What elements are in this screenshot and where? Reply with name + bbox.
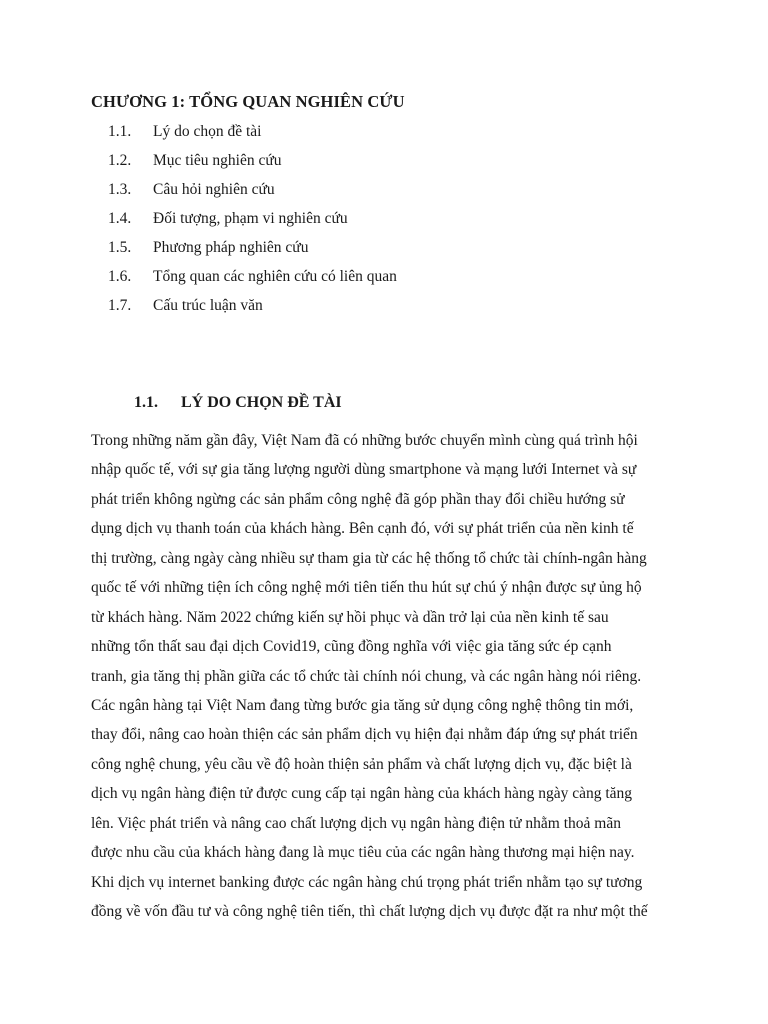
paragraph-line: được nhu cầu của khách hàng đang là mục tiêu của các ngân hàng thương mại hiện nay.: [91, 844, 635, 862]
chapter-title: CHƯƠNG 1: TỔNG QUAN NGHIÊN CỨU: [91, 92, 405, 111]
toc-item-number: 1.6.: [108, 268, 132, 285]
toc-item-number: 1.1.: [108, 123, 132, 140]
paragraph-line: Trong những năm gần đây, Việt Nam đã có những bước chuyển mình cùng quá trình hội: [91, 432, 638, 449]
paragraph-line: Khi dịch vụ internet banking được các ngân hàng chú trọng phát triển nhằm tạo sự tương: [91, 873, 643, 891]
toc-item: [108, 296, 397, 325]
toc-item-label: Phương pháp nghiên cứu: [153, 239, 309, 256]
paragraph-line: dụng dịch vụ thanh toán của khách hàng. Bên cạnh đó, với sự phát triển của nền kinh tế: [91, 520, 634, 538]
paragraph-line: phát triển không ngừng các sản phẩm công nghệ đã góp phần thay đổi chiều hướng sử: [91, 490, 625, 508]
toc-item-label: Câu hỏi nghiên cứu: [153, 181, 275, 198]
body-paragraph: [91, 430, 691, 930]
paragraph-line: công nghệ chung, yêu cầu về độ hoàn thiện sản phẩm và chất lượng dịch vụ, đặc biệt là: [91, 755, 632, 773]
paragraph-line: thị trường, càng ngày càng nhiều sự tham gia từ các hệ thống tổ chức tài chính-ngân hàng: [91, 549, 647, 567]
paragraph-line: những tổn thất sau đại dịch Covid19, cũng đồng nghĩa với việc gia tăng sức ép cạnh: [91, 638, 612, 656]
paragraph-line: tranh, gia tăng thị phần giữa các tổ chức tài chính nói chung, và các ngân hàng nói riêng.: [91, 667, 642, 685]
paragraph-line: đồng về vốn đầu tư và công nghệ tiên tiến, thì chất lượng dịch vụ được đặt ra như một thế: [91, 903, 648, 920]
toc-item: [108, 267, 397, 296]
toc-item-label: Mục tiêu nghiên cứu: [153, 152, 282, 169]
toc-item-label: Cấu trúc luận văn: [153, 297, 263, 314]
toc-item: [108, 122, 397, 151]
toc-item-number: 1.4.: [108, 210, 132, 227]
section-title: LÝ DO CHỌN ĐỀ TÀI: [181, 394, 342, 411]
toc-item-number: 1.3.: [108, 181, 132, 198]
paragraph-line: từ khách hàng. Năm 2022 chứng kiến sự hồi phục và dần trở lại của nền kinh tế sau: [91, 608, 609, 626]
paragraph-line: quốc tế với những tiện ích công nghệ mới tiên tiến thu hút sự chú ý nhận được sự ủng hộ: [91, 579, 642, 597]
toc-item-label: Đối tượng, phạm vi nghiên cứu: [153, 210, 348, 227]
toc-item-label: Lý do chọn đề tài: [153, 123, 262, 140]
paragraph-line: thay đổi, nâng cao hoàn thiện các sản phẩm dịch vụ hiện đại nhằm đáp ứng sự phát triển: [91, 726, 638, 744]
paragraph-line: nhập quốc tế, với sự gia tăng lượng người dùng smartphone và mạng lưới Internet và sự: [91, 461, 637, 479]
toc-item-number: 1.5.: [108, 239, 132, 256]
toc-item-number: 1.2.: [108, 152, 132, 169]
toc-item: [108, 180, 397, 209]
toc-item-label: Tổng quan các nghiên cứu có liên quan: [153, 268, 397, 285]
table-of-contents: [108, 122, 397, 325]
toc-item: [108, 209, 397, 238]
paragraph-line: lên. Việc phát triển và nâng cao chất lượng dịch vụ ngân hàng điện tử nhằm thoả mãn: [91, 814, 621, 832]
toc-item: [108, 238, 397, 267]
paragraph-line: dịch vụ ngân hàng điện tử được cung cấp tại ngân hàng của khách hàng ngày càng tăng: [91, 785, 633, 803]
toc-item: [108, 151, 397, 180]
toc-item-number: 1.7.: [108, 297, 132, 314]
paragraph-line: Các ngân hàng tại Việt Nam đang từng bước gia tăng sử dụng công nghệ thông tin mới,: [91, 696, 634, 714]
section-number: 1.1.: [134, 394, 158, 411]
section-heading: [134, 394, 342, 412]
